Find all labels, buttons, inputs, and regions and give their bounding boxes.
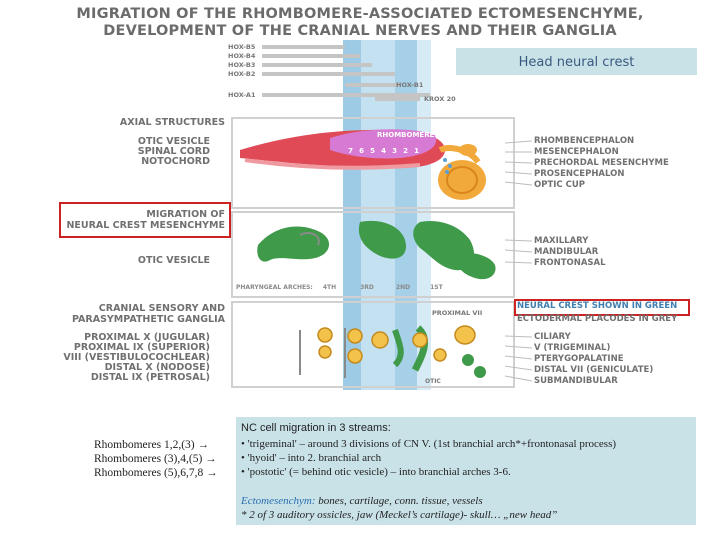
legend-grey-text: ECTODERMAL PLACODES IN GREY: [517, 314, 678, 324]
spinal-cord-label: SPINAL CORD: [137, 146, 210, 157]
rhombomere-4: 4: [381, 147, 386, 155]
legend-green-text: NEURAL CREST SHOWN IN GREEN: [517, 301, 678, 311]
stream-3-label: Rhombomeres (5),6,7,8 →: [94, 467, 218, 479]
migration-label-line-1: MIGRATION OF: [146, 209, 225, 220]
distal-vii-label: DISTAL VII (GENICULATE): [534, 365, 654, 375]
cranial-ganglia-label-line-1: CRANIAL SENSORY AND: [98, 303, 225, 314]
ciliary-label: CILIARY: [534, 332, 571, 342]
hox-b1-label: HOX-B1: [396, 81, 424, 89]
ganglion-proximal-ix-label: PROXIMAL IX (SUPERIOR): [73, 342, 210, 353]
prosencephalon-label: PROSENCEPHALON: [534, 169, 625, 179]
ganglion-distal-ix-label: DISTAL IX (PETROSAL): [90, 372, 210, 383]
rhombomere-3: 3: [392, 147, 397, 155]
hox-b2-label: HOX-B2: [228, 70, 256, 78]
pharyngeal-arches-row: [236, 284, 443, 291]
submandibular-label: SUBMANDIBULAR: [534, 376, 618, 386]
prechordal-mesenchyme-label: PRECHORDAL MESENCHYME: [534, 158, 669, 168]
krox20-label: KROX 20: [424, 95, 456, 103]
pharyngeal-arches-label: PHARYNGEAL ARCHES:: [236, 284, 313, 291]
stream-2-label: Rhombomeres (3),4,(5) →: [94, 453, 217, 465]
notes-ectomesenchym: [241, 494, 483, 508]
rhombomere-2: 2: [403, 147, 408, 155]
rhombomere-6: 6: [359, 147, 364, 155]
migration-label-line-2: NEURAL CREST MESENCHYME: [66, 220, 225, 231]
proximal-vii-label: PROXIMAL VII: [432, 309, 483, 317]
title-line-1: MIGRATION OF THE RHOMBOMERE-ASSOCIATED ECTOMESENCHYME,: [76, 6, 644, 22]
arch-1st: 1ST: [430, 284, 443, 291]
notes-bullet-3: • 'postotic' (= behind otic vesicle) – into branchial arches 3-6.: [241, 466, 511, 478]
ganglion-proximal-x-label: PROXIMAL X (JUGULAR): [84, 332, 210, 343]
rhombomeres-panel-label: RHOMBOMERES: [377, 131, 440, 139]
frontonasal-label: FRONTONASAL: [534, 258, 606, 268]
arch-2nd: 2ND: [395, 284, 411, 291]
mandibular-label: MANDIBULAR: [534, 247, 599, 257]
hox-b3-label: HOX-B3: [228, 61, 256, 69]
axial-structures-label: AXIAL STRUCTURES: [119, 117, 225, 128]
hox-b4-label: HOX-B4: [228, 52, 256, 60]
trigeminal-label: V (TRIGEMINAL): [534, 343, 611, 353]
rhombencephalon-label: RHOMBENCEPHALON: [534, 136, 635, 146]
notes-bullet-2: • 'hyoid' – into 2. branchial arch: [241, 452, 382, 464]
arch-3rd: 3RD: [360, 284, 374, 291]
optic-cup-label: OPTIC CUP: [534, 180, 585, 190]
maxillary-label: MAXILLARY: [534, 236, 589, 246]
ganglion-distal-x-label: DISTAL X (NODOSE): [104, 362, 210, 373]
ectomesenchym-term: Ectomesenchym:: [241, 495, 316, 507]
right-connectors: [505, 141, 532, 381]
pterygopalatine-label: PTERYGOPALATINE: [534, 354, 624, 364]
rhombomere-5: 5: [370, 147, 375, 155]
rhombomere-numbers: [346, 147, 421, 155]
notes-heading: NC cell migration in 3 streams:: [241, 422, 391, 434]
mesencephalon-label: MESENCEPHALON: [534, 147, 619, 157]
otic-vesicle-label-2: OTIC VESICLE: [137, 255, 210, 266]
cranial-ganglia-label-line-2: PARASYMPATHETIC GANGLIA: [71, 314, 225, 325]
title-line-2: DEVELOPMENT OF THE CRANIAL NERVES AND THEIR GANGLIA: [103, 23, 617, 39]
otic-small-label: OTIC: [425, 378, 441, 385]
rhombomere-1: 1: [414, 147, 419, 155]
ganglion-viii-label: VIII (VESTIBULOCOCHLEAR): [63, 352, 210, 363]
stream-1-label: Rhombomeres 1,2,(3) →: [94, 439, 209, 451]
arch-4th: 4TH: [322, 284, 337, 291]
rhombomere-7: 7: [348, 147, 353, 155]
ectomesenchym-definition: bones, cartilage, conn. tissue, vessels: [315, 495, 483, 507]
notes-footnote: * 2 of 3 auditory ossicles, jaw (Meckel’s cartilage)- skull… „new head”: [241, 509, 558, 521]
notochord-label: NOTOCHORD: [141, 156, 210, 167]
otic-vesicle-label: OTIC VESICLE: [137, 136, 210, 147]
notes-bullet-1: • 'trigeminal' – around 3 divisions of CN V. (1st branchial arch*+frontonasal process): [241, 438, 617, 450]
hox-a1-label: HOX-A1: [228, 91, 256, 99]
head-neural-crest-label: Head neural crest: [518, 55, 635, 70]
hox-b5-label: HOX-B5: [228, 43, 256, 51]
